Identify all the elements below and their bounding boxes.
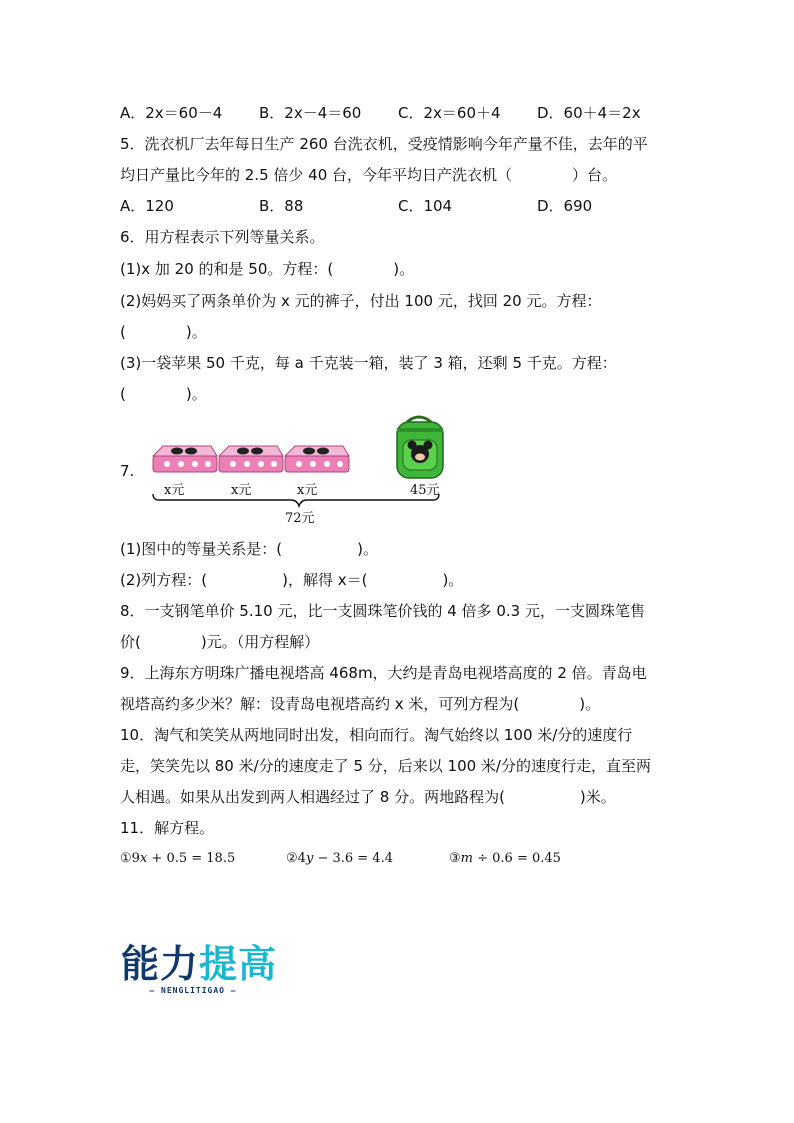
q8-line2: 价( )元。（用方程解） xyxy=(120,633,320,651)
q7-figure xyxy=(145,410,455,520)
equation-1-variable: x xyxy=(139,851,148,866)
bag-price-label: 45元 xyxy=(410,483,440,498)
q10-line3: 人相遇。如果从出发到两人相遇经过了 8 分。两地路程为( )米。 xyxy=(120,788,616,806)
box-price-label: x元 xyxy=(164,483,185,498)
q6-part2-line2: ( )。 xyxy=(120,323,207,341)
logo-subtitle: — NENGLITIGAO — xyxy=(149,986,237,995)
equation-2 xyxy=(286,851,393,866)
total-brace xyxy=(153,494,439,506)
q9-line1: 9．上海东方明珠广播电视塔高 468m，大约是青岛电视塔高度的 2 倍。青岛电 xyxy=(120,664,647,682)
logo-text-cyan: 提高 xyxy=(199,942,278,986)
q4-option-b: B．2x－4＝60 xyxy=(259,104,362,122)
equation-1 xyxy=(120,851,235,866)
box-price-label: x元 xyxy=(231,483,252,498)
q5-line1: 5．洗衣机厂去年每日生产 260 台洗衣机，受疫情影响今年产量不佳，去年的平 xyxy=(120,135,648,153)
total-price-label: 72元 xyxy=(285,511,315,526)
q5-option-a: A．120 xyxy=(120,197,174,215)
section-logo xyxy=(121,942,277,986)
q6-title: 6．用方程表示下列等量关系。 xyxy=(120,228,325,246)
q4-option-a: A．2x＝60－4 xyxy=(120,104,223,122)
equation-2-number: ② xyxy=(286,851,298,866)
equation-3-rest: ÷ 0.6 = 0.45 xyxy=(477,851,561,866)
q6-part3-line2: ( )。 xyxy=(120,385,207,403)
q9-line2: 视塔高约多少米？解：设青岛电视塔高约 x 米，可列方程为( )。 xyxy=(120,695,601,713)
q6-part3-line1: (3)一袋苹果 50 千克，每 a 千克装一箱，装了 3 箱，还剩 5 千克。方程： xyxy=(120,354,617,372)
q5-option-d: D．690 xyxy=(537,197,593,215)
equation-2-variable: y xyxy=(305,851,314,866)
logo-text-dark: 能力 xyxy=(121,942,200,986)
equation-2-rest: − 3.6 = 4.4 xyxy=(317,851,393,866)
pencil-box-image xyxy=(153,446,217,472)
q5-line2: 均日产量比今年的 2.5 倍少 40 台，今年平均日产洗衣机（ ）台。 xyxy=(120,166,618,184)
equation-1-number: ① xyxy=(120,851,132,866)
q4-option-d: D．60＋4＝2x xyxy=(537,104,641,122)
equation-3 xyxy=(449,851,561,866)
q10-line2: 走，笑笑先以 80 米/分的速度走了 5 分，后来以 100 米/分的速度行走，直至两 xyxy=(120,757,651,775)
equation-3-variable: m xyxy=(460,851,473,866)
pencil-box-image xyxy=(219,446,283,472)
q5-option-b: B．88 xyxy=(259,197,304,215)
equation-3-number: ③ xyxy=(449,851,461,866)
equation-1-coef: 9 xyxy=(131,851,140,866)
q6-part1: (1)x 加 20 的和是 50。方程：( )。 xyxy=(120,260,415,278)
equation-2-coef: 4 xyxy=(297,851,306,866)
q11-title: 11．解方程。 xyxy=(120,819,215,837)
pencil-box-image xyxy=(285,446,349,472)
q4-option-c: C．2x＝60＋4 xyxy=(398,104,501,122)
box-price-label: x元 xyxy=(297,483,318,498)
q5-option-c: C．104 xyxy=(398,197,453,215)
q10-line1: 10．淘气和笑笑从两地同时出发，相向而行。淘气始终以 100 米/分的速度行 xyxy=(120,726,633,744)
q6-part2-line1: (2)妈妈买了两条单价为 x 元的裤子，付出 100 元，找回 20 元。方程： xyxy=(120,292,602,310)
q7-part1: (1)图中的等量关系是：( )。 xyxy=(120,540,378,558)
backpack-image xyxy=(397,417,443,478)
q7-part2: (2)列方程：( )，解得 x＝( )。 xyxy=(120,571,464,589)
q7-number: 7. xyxy=(120,462,135,480)
equation-1-rest: + 0.5 = 18.5 xyxy=(151,851,236,866)
q8-line1: 8．一支钢笔单价 5.10 元，比一支圆珠笔价钱的 4 倍多 0.3 元，一支圆珠笔售 xyxy=(120,602,645,620)
